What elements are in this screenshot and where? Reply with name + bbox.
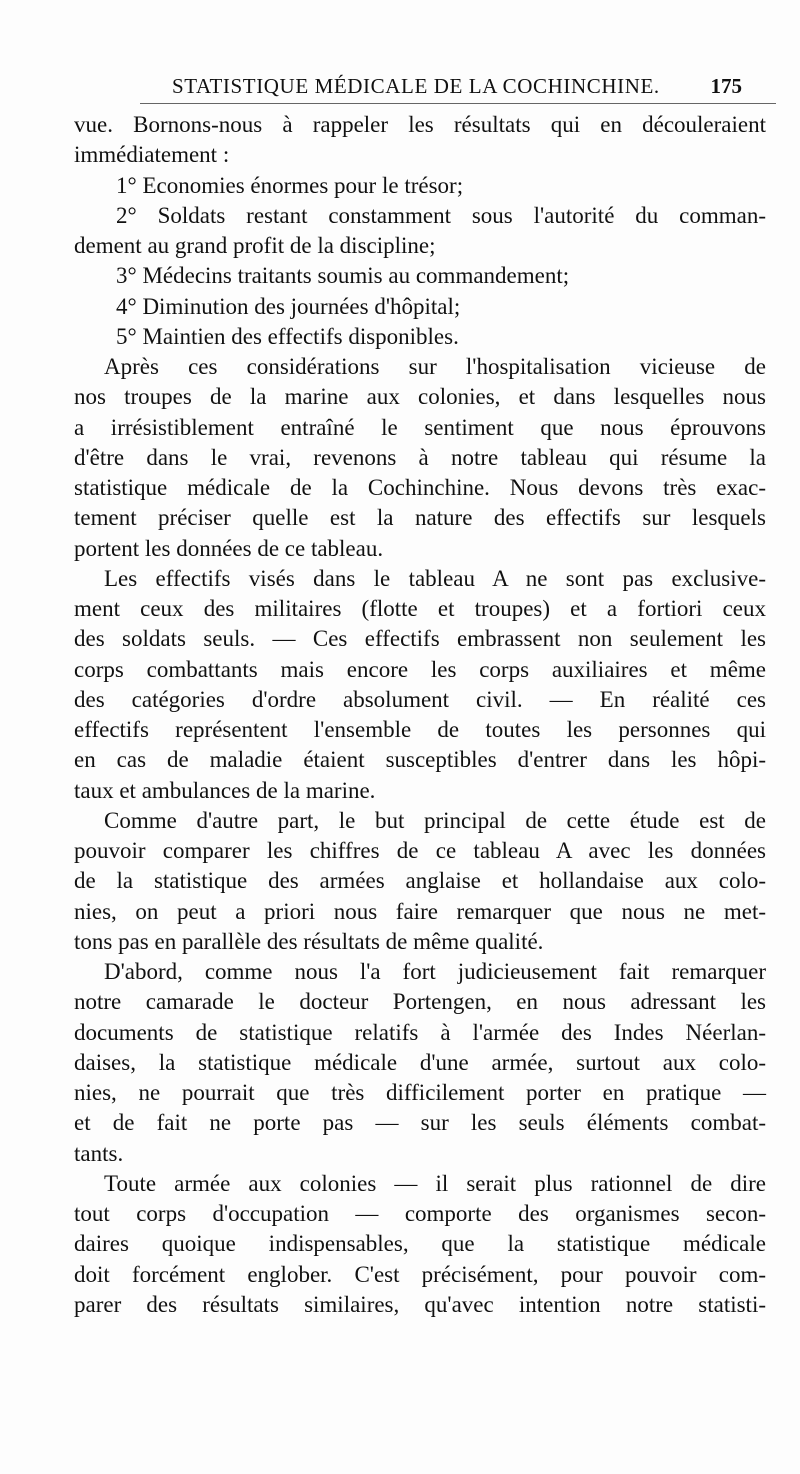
text-line: ment ceux des militaires (flotte et troupes) et a fortiori ceux	[74, 596, 766, 621]
text-line: dement au grand profit de la discipline;	[74, 233, 436, 258]
text-line: nies, on peut a priori nous faire remarquer que nous ne met-	[74, 898, 766, 924]
text-line: immédiatement :	[74, 142, 230, 168]
text-line: 4° Diminution des journées d'hôpital;	[116, 293, 461, 319]
text-line: pouvoir comparer les chiffres de ce tableau A avec les données	[74, 838, 766, 863]
text-line: tement préciser quelle est la nature des effectifs sur lesquels	[74, 505, 766, 531]
text-line: effectifs représentent l'ensemble de toutes les personnes qui	[74, 717, 766, 742]
text-line: documents de statistique relatifs à l'armée des Indes Néerlan-	[74, 1019, 766, 1045]
text-line: et de fait ne porte pas — sur les seuls éléments combat-	[74, 1110, 766, 1136]
text-line: Comme d'autre part, le but principal de cette étude est de	[104, 807, 766, 833]
text-line: taux et ambulances de la marine.	[74, 777, 376, 803]
page-number: 175	[710, 74, 742, 98]
text-line: 5° Maintien des effectifs disponibles.	[116, 323, 459, 349]
text-line: Toute armée aux colonies — il serait plus rationnel de dire	[104, 1170, 766, 1196]
body-text	[74, 110, 766, 1320]
text-line: 1° Economies énormes pour le trésor;	[116, 172, 464, 198]
text-line: en cas de maladie étaient susceptibles d'entrer dans les hôpi-	[74, 747, 766, 773]
page-header	[140, 70, 740, 106]
text-line: nies, ne pourrait que très difficilement porter en pratique —	[74, 1080, 766, 1105]
text-line: doit forcément englober. C'est précisément, pour pouvoir com-	[74, 1261, 766, 1287]
text-line: d'être dans le vrai, revenons à notre tableau qui résume la	[74, 444, 766, 470]
text-line: portent les données de ce tableau.	[74, 535, 384, 561]
text-line: tout corps d'occupation — comporte des organismes secon-	[74, 1201, 766, 1226]
text-line: notre camarade le docteur Portengen, en nous adressant les	[74, 989, 766, 1015]
text-line: tants.	[74, 1140, 124, 1166]
text-line: daises, la statistique médicale d'une armée, surtout aux colo-	[74, 1049, 766, 1075]
header-rule	[140, 103, 776, 104]
text-line: vue. Bornons-nous à rappeler les résultats qui en découleraient	[74, 112, 766, 137]
text-line: daires quoique indispensables, que la statistique médicale	[74, 1231, 766, 1257]
text-line: nos troupes de la marine aux colonies, et dans lesquelles nous	[74, 384, 766, 410]
running-head: STATISTIQUE MÉDICALE DE LA COCHINCHINE.	[172, 74, 660, 98]
text-line: des catégories d'ordre absolument civil. — En réalité ces	[74, 686, 766, 712]
text-line: de la statistique des armées anglaise et hollandaise aux colo-	[74, 868, 766, 894]
text-line: 3° Médecins traitants soumis au commandement;	[116, 263, 570, 289]
text-line: Les effectifs visés dans le tableau A ne sont pas exclusive-	[104, 565, 766, 591]
text-line: 2° Soldats restant constamment sous l'autorité du comman-	[116, 202, 766, 228]
text-line: Après ces considérations sur l'hospitalisation vicieuse de	[104, 354, 766, 379]
text-line: corps combattants mais encore les corps auxiliaires et même	[74, 656, 766, 682]
text-line: D'abord, comme nous l'a fort judicieusement fait remarquer	[104, 959, 766, 984]
text-line: statistique médicale de la Cochinchine. Nous devons très exac-	[74, 475, 766, 500]
text-line: tons pas en parallèle des résultats de même qualité.	[74, 928, 544, 954]
text-line: a irrésistiblement entraîné le sentiment que nous éprouvons	[74, 414, 766, 440]
text-line: parer des résultats similaires, qu'avec intention notre statisti-	[74, 1291, 766, 1317]
text-line: des soldats seuls. — Ces effectifs embrassent non seulement les	[74, 626, 766, 652]
